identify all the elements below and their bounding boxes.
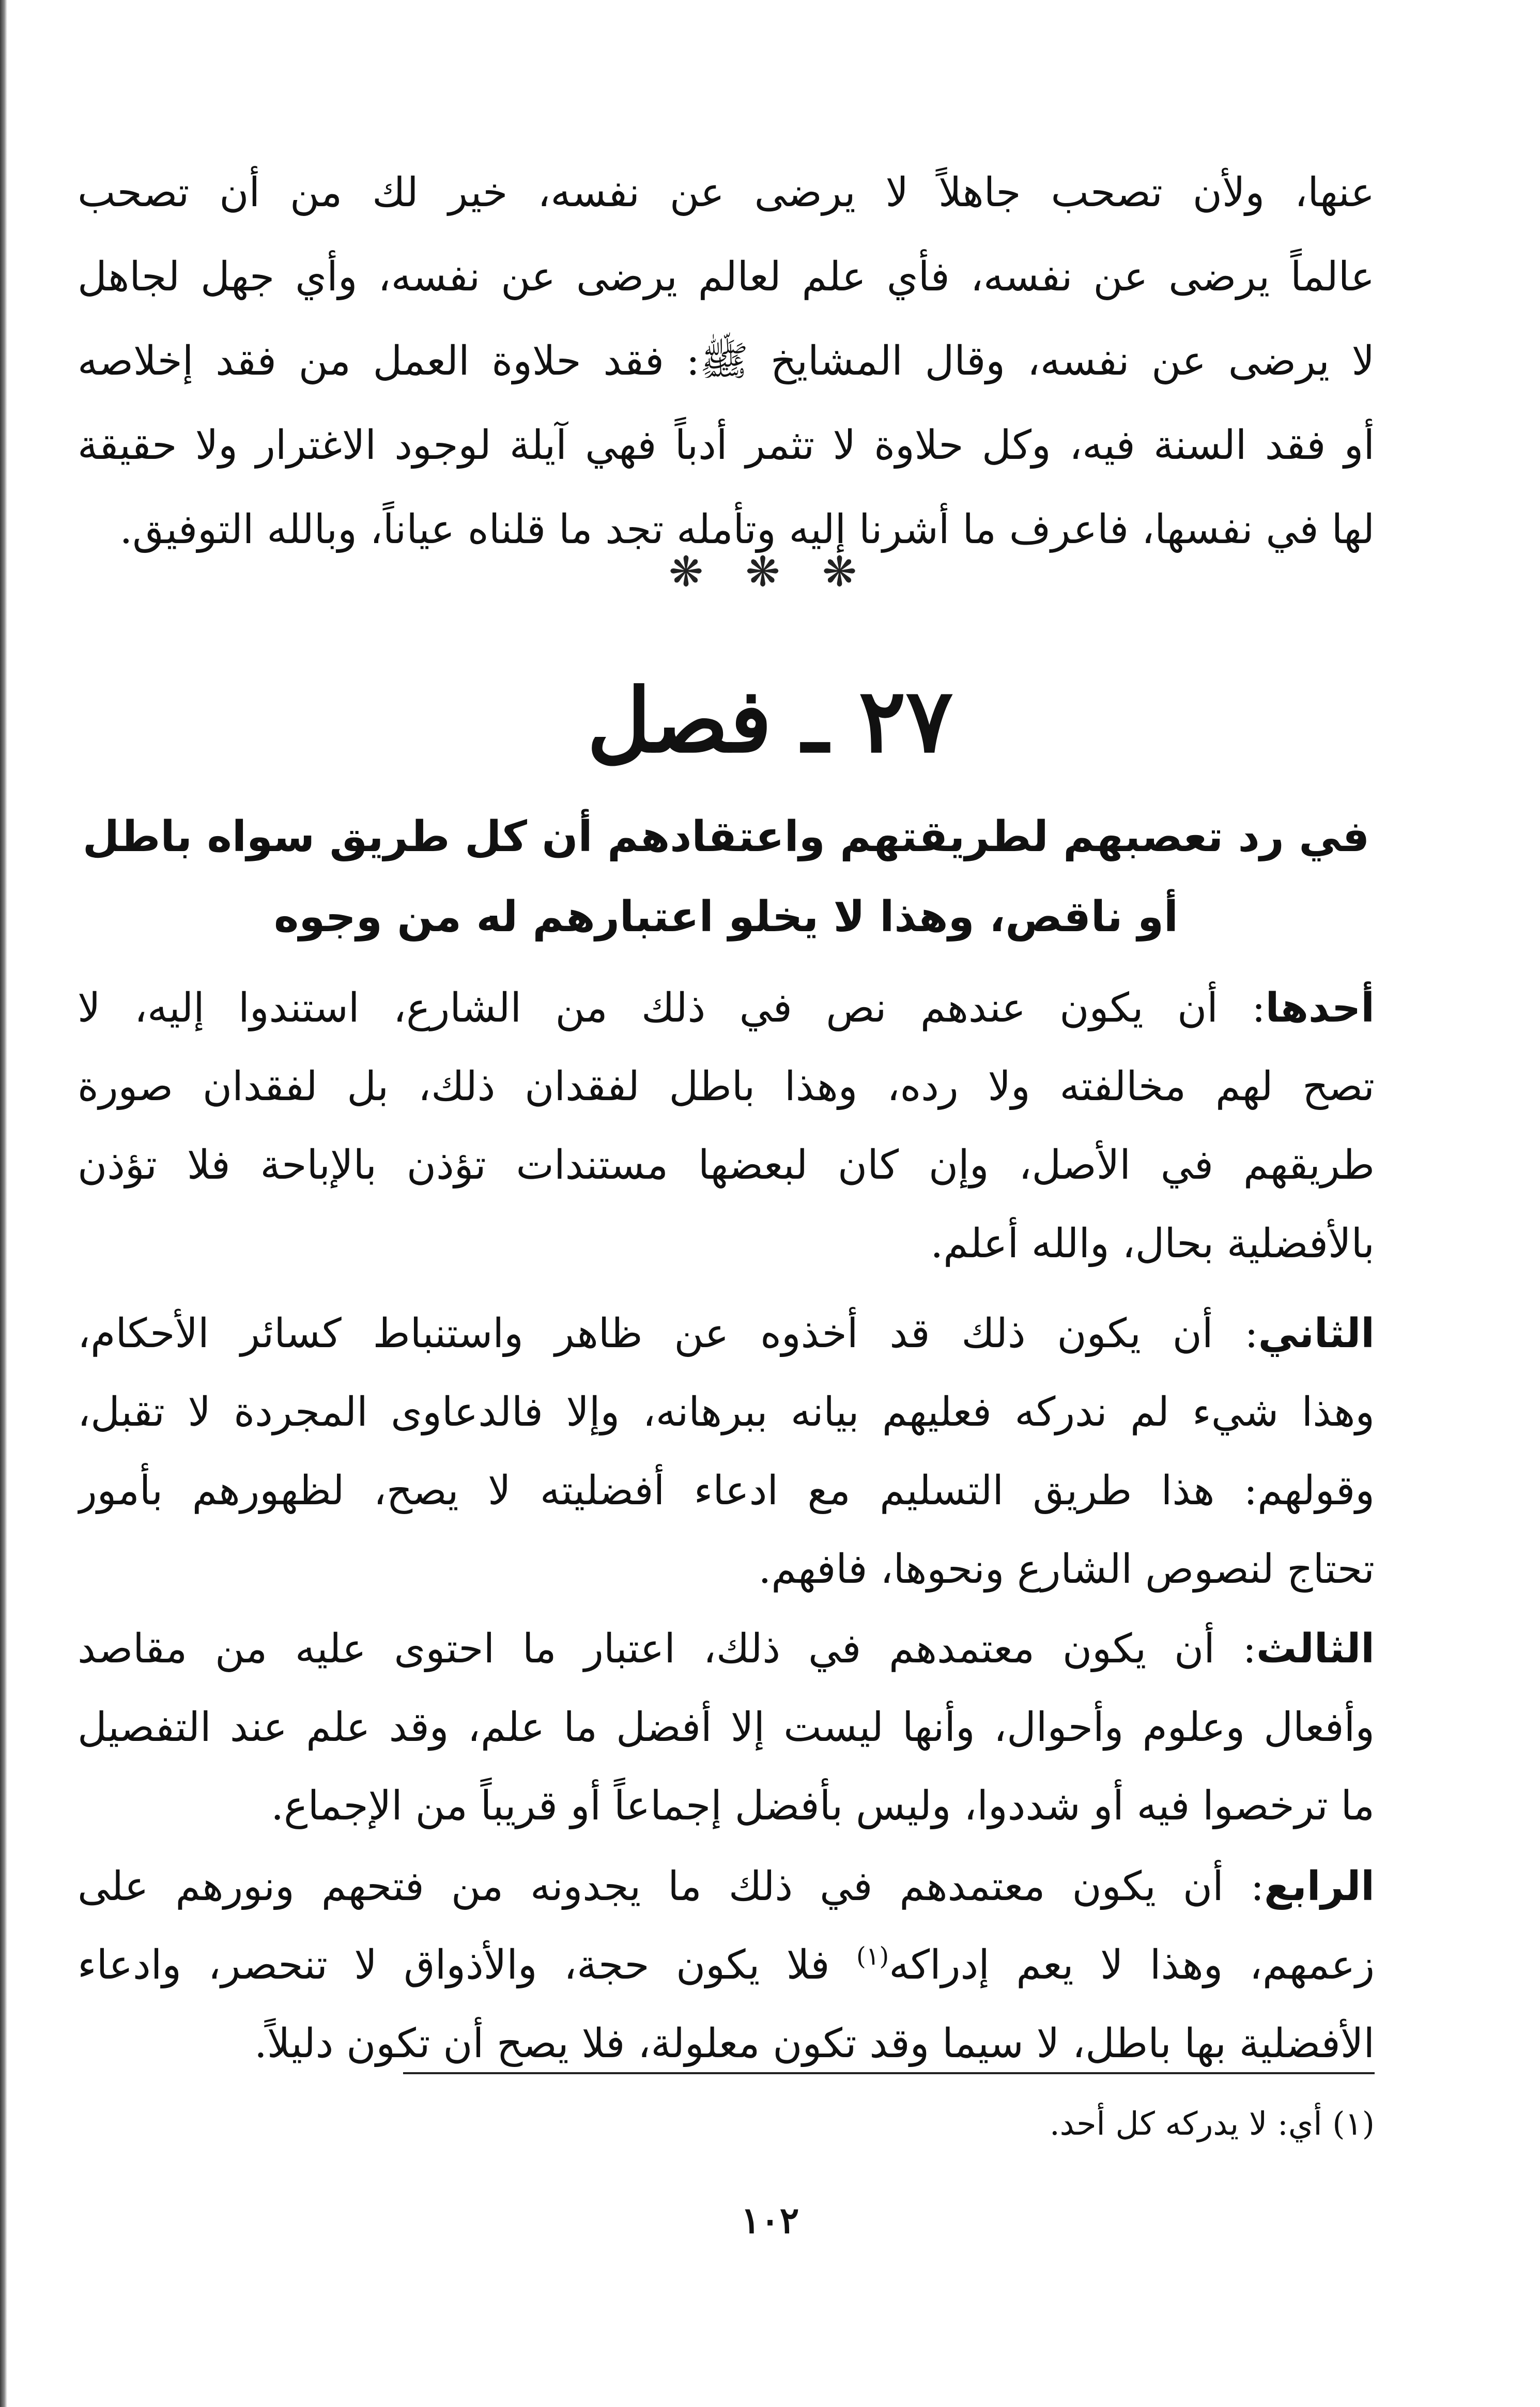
paragraph-fourth (78, 1847, 1375, 2083)
text-line: عنها، ولأن تصحب جاهلاً لا يرضى عن نفسه، خير لك من أن تصحب (78, 169, 1375, 216)
paragraph-lead-word: الثالث (1256, 1626, 1375, 1672)
text-line: ما ترخصوا فيه أو شددوا، وليس بأفضل إجماعاً أو قريباً من الإجماع. (271, 1783, 1375, 1829)
text-line: وقولهم: هذا طريق التسليم مع ادعاء أفضليته لا يصح، لظهورهم بأمور (78, 1468, 1375, 1514)
footnote-separator (403, 2072, 1375, 2074)
text-line: لا يرضى عن نفسه، وقال المشايخ ﷺ: فقد حلاوة العمل من فقد إخلاصه (78, 338, 1375, 384)
line-text: : أن يكون عندهم نص في ذلك من الشارع، استندوا إليه، لا (78, 985, 1266, 1031)
text-line (78, 1610, 1375, 1688)
text-line: أو فقد السنة فيه، وكل حلاوة لا تثمر أدباً فهي آيلة لوجود الاغترار ولا حقيقة (78, 422, 1375, 469)
paragraph-third (78, 1610, 1375, 1845)
line-text: : أن يكون معتمدهم في ذلك، اعتبار ما احتوى عليه من مقاصد (78, 1626, 1256, 1672)
paragraph-lead-word: أحدها (1265, 985, 1375, 1031)
chapter-heading: ٢٧ ـ فصل (587, 669, 953, 773)
intro-paragraph (78, 151, 1375, 572)
text-line (78, 1294, 1375, 1373)
text-line: الأفضلية بها باطل، لا سيما وقد تكون معلولة، فلا يصح أن تكون دليلاً. (254, 2020, 1375, 2067)
text-line: وهذا شيء لم ندركه فعليهم بيانه ببرهانه، وإلا فالدعاوى المجردة لا تقبل، (78, 1389, 1375, 1436)
chapter-subtitle-line-1: في رد تعصبهم لطريقتهم واعتقادهم أن كل طريق سواه باطل (82, 812, 1370, 861)
text-line: تصح لهم مخالفته ولا رده، وهذا باطل لفقدان ذلك، بل لفقدان صورة (78, 1063, 1375, 1110)
footnote: (١) أي: لا يدركه كل أحد. (1049, 2105, 1375, 2142)
line-text: فلا يكون حجة، والأذواق لا تنحصر، وادعاء (78, 1942, 856, 1988)
text-line: لها في نفسها، فاعرف ما أشرنا إليه وتأمله تجد ما قلناه عياناً، وبالله التوفيق. (119, 506, 1375, 553)
text-line: تحتاج لنصوص الشارع ونحوها، فافهم. (758, 1546, 1375, 1593)
page-number: ١٠٢ (741, 2199, 799, 2242)
text-line (78, 1847, 1375, 1926)
line-text: زعمهم، وهذا لا يعم إدراكه (889, 1942, 1375, 1988)
line-text: : أن يكون ذلك قد أخذوه عن ظاهر واستنباط كسائر الأحكام، (78, 1310, 1258, 1357)
chapter-subtitle-line-2: أو ناقص، وهذا لا يخلو اعتبارهم له من وجوه (273, 892, 1179, 942)
paragraph-lead-word: الرابع (1264, 1863, 1375, 1910)
paragraph-first (78, 969, 1375, 1283)
footnote-reference[interactable]: (١) (856, 1942, 889, 1971)
text-line (78, 1926, 1375, 2004)
section-divider-ornament: ❋ ❋ ❋ (669, 548, 871, 596)
line-text: : أن يكون معتمدهم في ذلك ما يجدونه من فتحهم ونورهم على (78, 1863, 1265, 1910)
text-line: طريقهم في الأصل، وإن كان لبعضها مستندات تؤذن بالإباحة فلا تؤذن (78, 1142, 1375, 1189)
text-line: وأفعال وعلوم وأحوال، وأنها ليست إلا أفضل ما علم، وقد علم عند التفصيل (78, 1704, 1375, 1751)
text-line (78, 969, 1375, 1047)
text-line: عالماً يرضى عن نفسه، فأي علم لعالم يرضى عن نفسه، وأي جهل لجاهل (78, 254, 1375, 300)
scan-shadow-edge (0, 0, 7, 2407)
paragraph-second (78, 1294, 1375, 1609)
paragraph-lead-word: الثاني (1258, 1310, 1375, 1357)
text-line: بالأفضلية بحال، والله أعلم. (930, 1221, 1375, 1267)
